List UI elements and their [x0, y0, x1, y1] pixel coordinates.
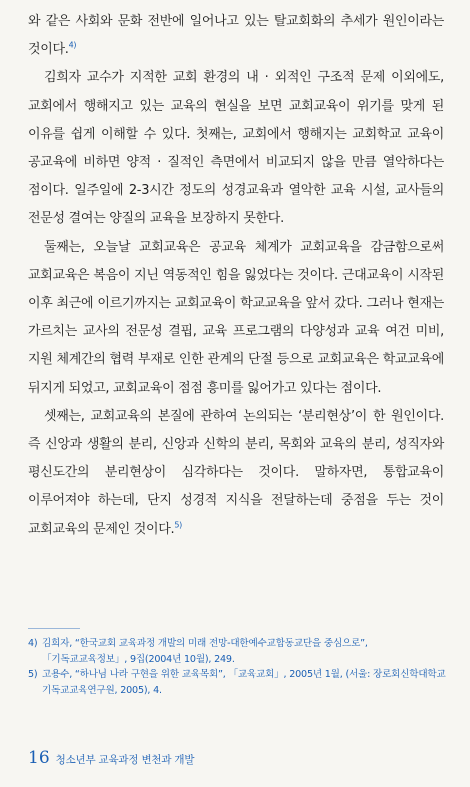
footnote-4 [28, 636, 448, 667]
footnote-text: 고용수, “하나님 나라 구현을 위한 교육목회”, 「교육교회」, 2005년 1월, (서울: 장로회신학대학교 기독교교육연구원, 2005), 4. [42, 669, 446, 696]
footnote-ref-5[interactable]: 5) [174, 520, 182, 530]
footnote-number: 5) [28, 669, 38, 680]
page-number: 16 [28, 748, 50, 768]
footnote-number: 4) [28, 638, 38, 649]
footnote-text: 김희자, “한국교회 교육과정 개발의 미래 전망-대한예수교합동교단을 중심으로”, 「기독교교육정보」, 9집(2004년 10월), 249. [42, 638, 368, 665]
paragraph-1 [28, 8, 444, 64]
paragraph-4-text: 셋째는, 교회교육의 본질에 관하여 논의되는 ‘분리현상’이 한 원인이다. 즉 신앙과 생활의 분리, 신앙과 신학의 분리, 목회와 교육의 분리, 성직자와 평신도간의 분리현상이 심각하다는 것이다. 말하자면, 통합교육이 이루어져야 하는데, 단지 성경적 지식을 전달하는데 중점을 두는 것이 교회교육의 문제인 것이다. [28, 408, 444, 537]
page-footer [28, 748, 194, 768]
main-text [28, 8, 444, 544]
paragraph-3: 둘째는, 오늘날 교회교육은 공교육 체계가 교회교육을 감금함으로써 교회교육은 복음이 지닌 역동적인 힘을 잃었다는 것이다. 근대교육이 시작된 이후 최근에 이르기까지는 교회교육이 학교교육을 앞서 갔다. 그러나 현재는 가르치는 교사의 전문성 결핍, 교육 프로그램의 다양성과 교육 여건 미비, 지원 체계간의 협력 부재로 인한 관계의 단절 등으로 교회교육은 학교교육에 뒤지게 되었고, 교회교육이 점점 흥미를 잃어가고 있다는 점이다. [28, 239, 444, 396]
footnote-ref-4[interactable]: 4) [68, 40, 77, 50]
footnote-divider [28, 628, 80, 629]
paragraph-1-text: 와 같은 사회와 문화 전반에 일어나고 있는 탈교회화의 추세가 원인이라는 것이다. [28, 14, 444, 58]
footnote-5 [28, 667, 448, 698]
running-title: 청소년부 교육과정 변천과 개발 [55, 754, 195, 766]
paragraph-4 [28, 403, 444, 544]
paragraph-2: 김희자 교수가 지적한 교회 환경의 내 · 외적인 구조적 문제 이외에도, 교회에서 행해지고 있는 교육의 현실을 보면 교회교육이 위기를 맞게 된 이유를 쉽게 이해할 수 있다. 첫째는, 교회에서 행해지는 교회학교 교육이 공교육에 비하면 양적 · 질적인 측면에서 비교되지 않을 만큼 열악하다는 점이다. 일주일에 2-3시간 정도의 성경교육과 열악한 교육 시설, 교사들의 전문성 결여는 양질의 교육을 보장하지 못한다. [28, 70, 444, 227]
footnotes [28, 636, 448, 698]
